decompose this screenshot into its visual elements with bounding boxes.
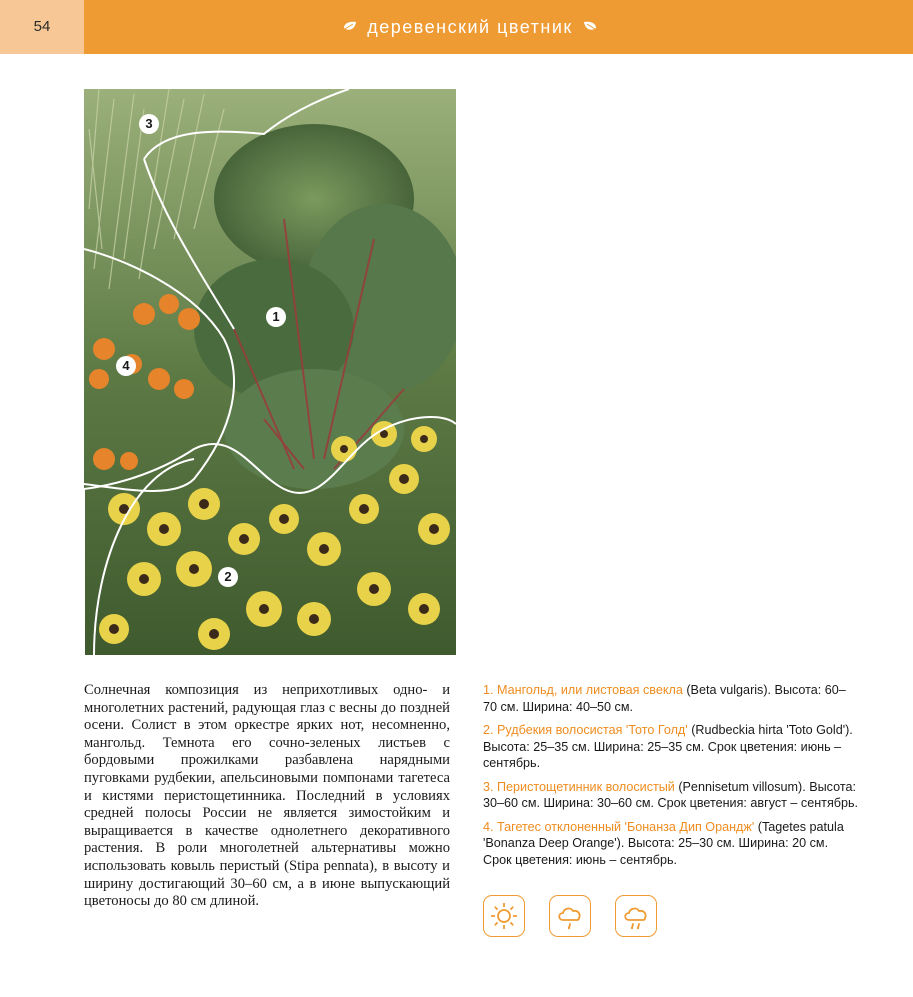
caption-text: (Rudbeckia hirta 'Toto Gold'). Высота: 25–35 см. Ширина: 25–35 см. Срок цветения: июнь – сентябрь. [483, 723, 853, 770]
caption-title: 1. Мангольд, или листовая свекла [483, 683, 683, 697]
sun-icon [483, 895, 525, 937]
caption-title: 3. Перистощетинник волосистый [483, 779, 675, 794]
photo-marker-1: 1 [272, 309, 280, 324]
chapter-title-bar [320, 0, 620, 54]
main-paragraph: Солнечная композиция из неприхотливых одно- и многолетних растений, радующая глаз с весны до поздней осени. Солист в этом оркестре ярких нот, несомненно, мангольд. Темнота его сочно-зеленых листьев с бордовыми прожилками разбавлена нарядными пуговками рудбекии, апельсиновыми помпонами тагетеса и кистями перистощетинника. Последний в условиях средней полосы России не является зимостойким и выращивается в качестве однолетнего декоративного растения. В роли многолетней альтернативы можно использовать ковыль перистый (Stipa pennata), в высоту и ширину достигающий 30–60 см, а в июне выпускающий цветоносы до 80 см длиной. [84, 682, 450, 910]
caption-text: (Pennisetum villosum). Высота: 30–60 см. Ширина: 30–60 см. Срок цветения: август – сентябрь. [483, 779, 859, 810]
caption-2 [483, 722, 859, 772]
photo-marker-3: 3 [145, 116, 153, 131]
leaf-icon [583, 21, 597, 33]
caption-text: (Tagetes patula 'Bonanza Deep Orange'). Высота: 25–30 см. Ширина: 20 см. Срок цветения: июнь – сентябрь. [483, 819, 844, 867]
caption-text: (Beta vulgaris). Высота: 60–70 см. Ширина: 40–50 см. [483, 683, 846, 714]
garden-photo [84, 89, 456, 655]
caption-4 [483, 819, 859, 869]
cloud-heavy-rain-icon [615, 895, 657, 937]
page-number: 54 [33, 18, 51, 35]
caption-1 [483, 682, 859, 715]
cloud-rain-icon [549, 895, 591, 937]
plant-captions [483, 682, 859, 875]
caption-3 [483, 779, 859, 812]
photo-marker-4: 4 [122, 358, 130, 373]
chapter-title: деревенский цветник [367, 16, 573, 37]
conditions-icons [483, 895, 657, 937]
caption-title: 4. Тагетес отклоненный 'Бонанза Дип Орандж' [483, 819, 755, 834]
photo-marker-2: 2 [224, 569, 232, 584]
leaf-icon [343, 21, 357, 33]
caption-title: 2. Рудбекия волосистая 'Тото Голд' [483, 723, 688, 737]
